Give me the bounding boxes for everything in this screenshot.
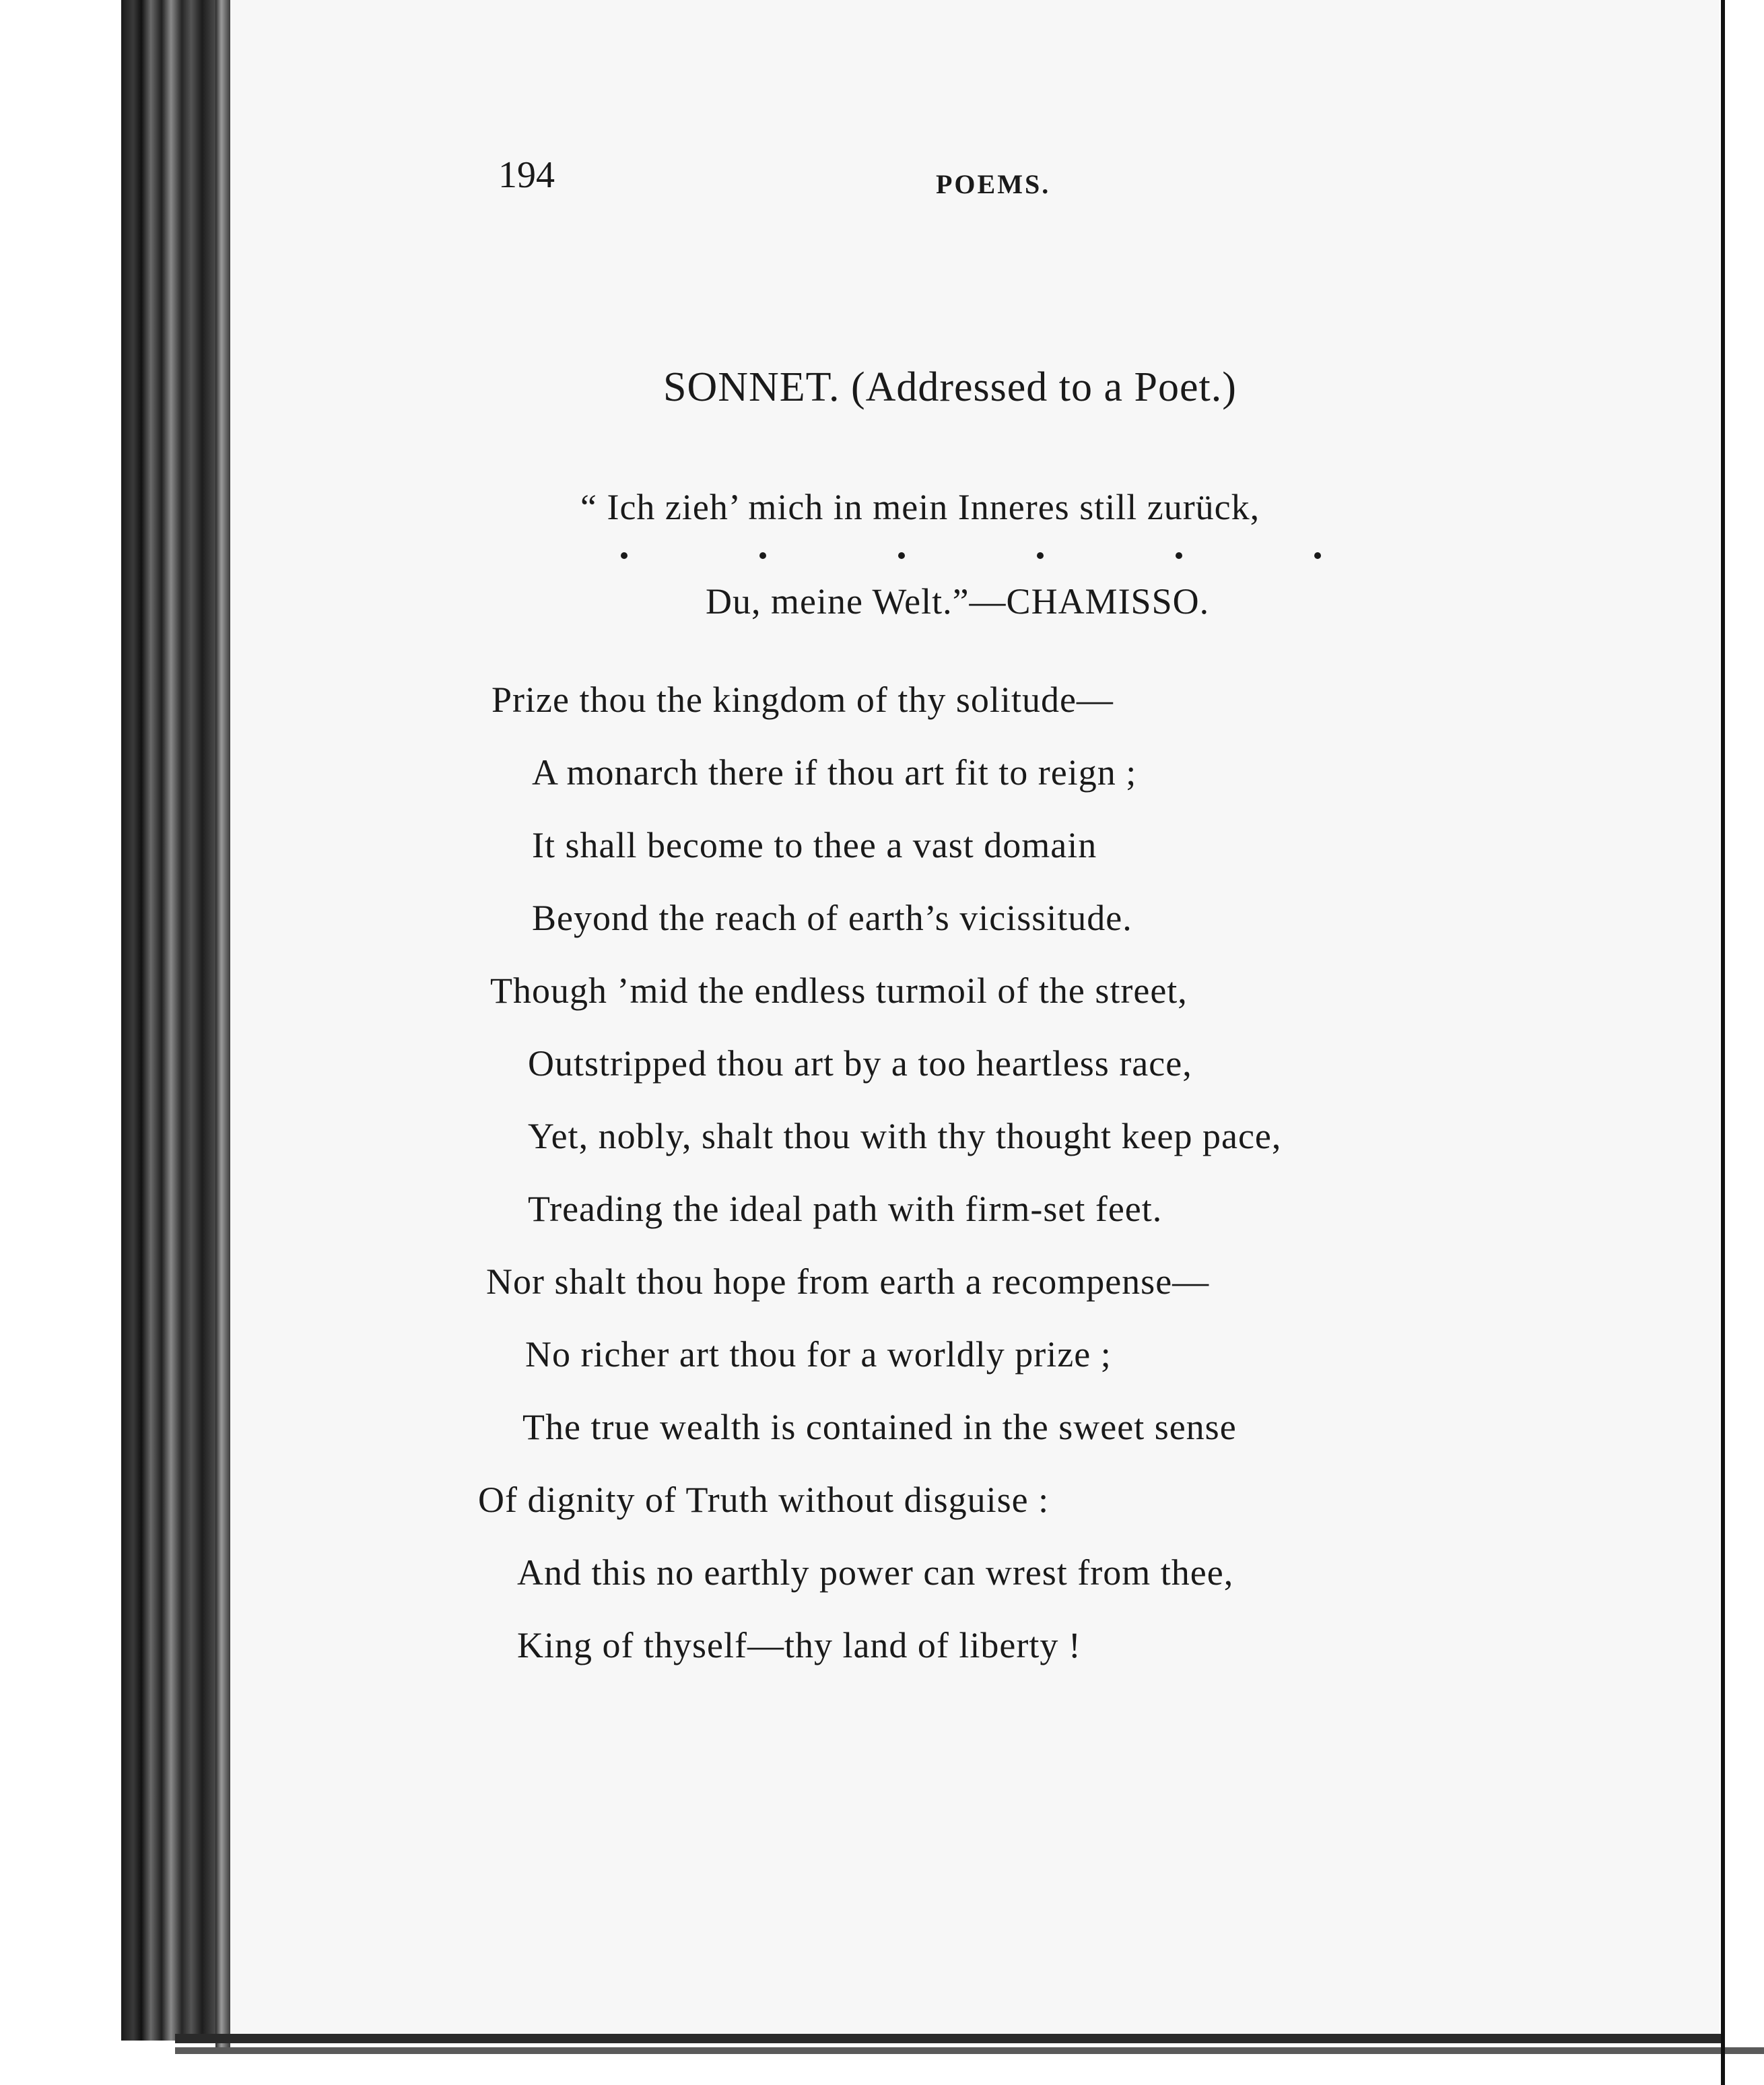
epigraph-line-1: “ Ich zieh’ mich in mein Inneres still zurück, — [580, 487, 1260, 527]
poem-line: No richer art thou for a worldly prize ; — [525, 1334, 1112, 1375]
page-number: 194 — [498, 154, 555, 196]
page-paper — [230, 0, 1720, 2034]
poem-line: Nor shalt thou hope from earth a recompense— — [486, 1261, 1210, 1302]
poem-line: The true wealth is contained in the sweet sense — [522, 1407, 1237, 1447]
poem-line: Of dignity of Truth without disguise : — [478, 1480, 1050, 1520]
bottom-cover-edge — [175, 2047, 1764, 2054]
poem-line: Prize thou the kingdom of thy solitude— — [491, 680, 1114, 720]
poem-line: And this no earthly power can wrest from thee, — [517, 1552, 1234, 1593]
poem-line: It shall become to thee a vast domain — [532, 825, 1097, 865]
poem-line: Treading the ideal path with firm-set feet. — [528, 1189, 1163, 1229]
poem-line: Beyond the reach of earth’s vicissitude. — [532, 898, 1132, 938]
poem-title: SONNET. (Addressed to a Poet.) — [663, 364, 1237, 410]
poem-line: King of thyself—thy land of liberty ! — [517, 1625, 1081, 1665]
running-head: POEMS. — [936, 169, 1051, 199]
epigraph-line-2: Du, meine Welt.”—CHAMISSO. — [706, 581, 1210, 622]
poem-line: A monarch there if thou art fit to reign ; — [532, 752, 1137, 793]
poem-line: Outstripped thou art by a too heartless race, — [528, 1043, 1192, 1084]
poem-line: Yet, nobly, shalt thou with thy thought keep pace, — [528, 1116, 1282, 1156]
right-edge-rule — [1721, 0, 1725, 2085]
spine-edge — [215, 0, 230, 2047]
epigraph-ellipsis-dots — [606, 539, 1347, 566]
bottom-page-edge — [175, 2034, 1724, 2043]
poem-line: Though ’mid the endless turmoil of the street, — [490, 970, 1188, 1011]
book-spine — [121, 0, 215, 2041]
